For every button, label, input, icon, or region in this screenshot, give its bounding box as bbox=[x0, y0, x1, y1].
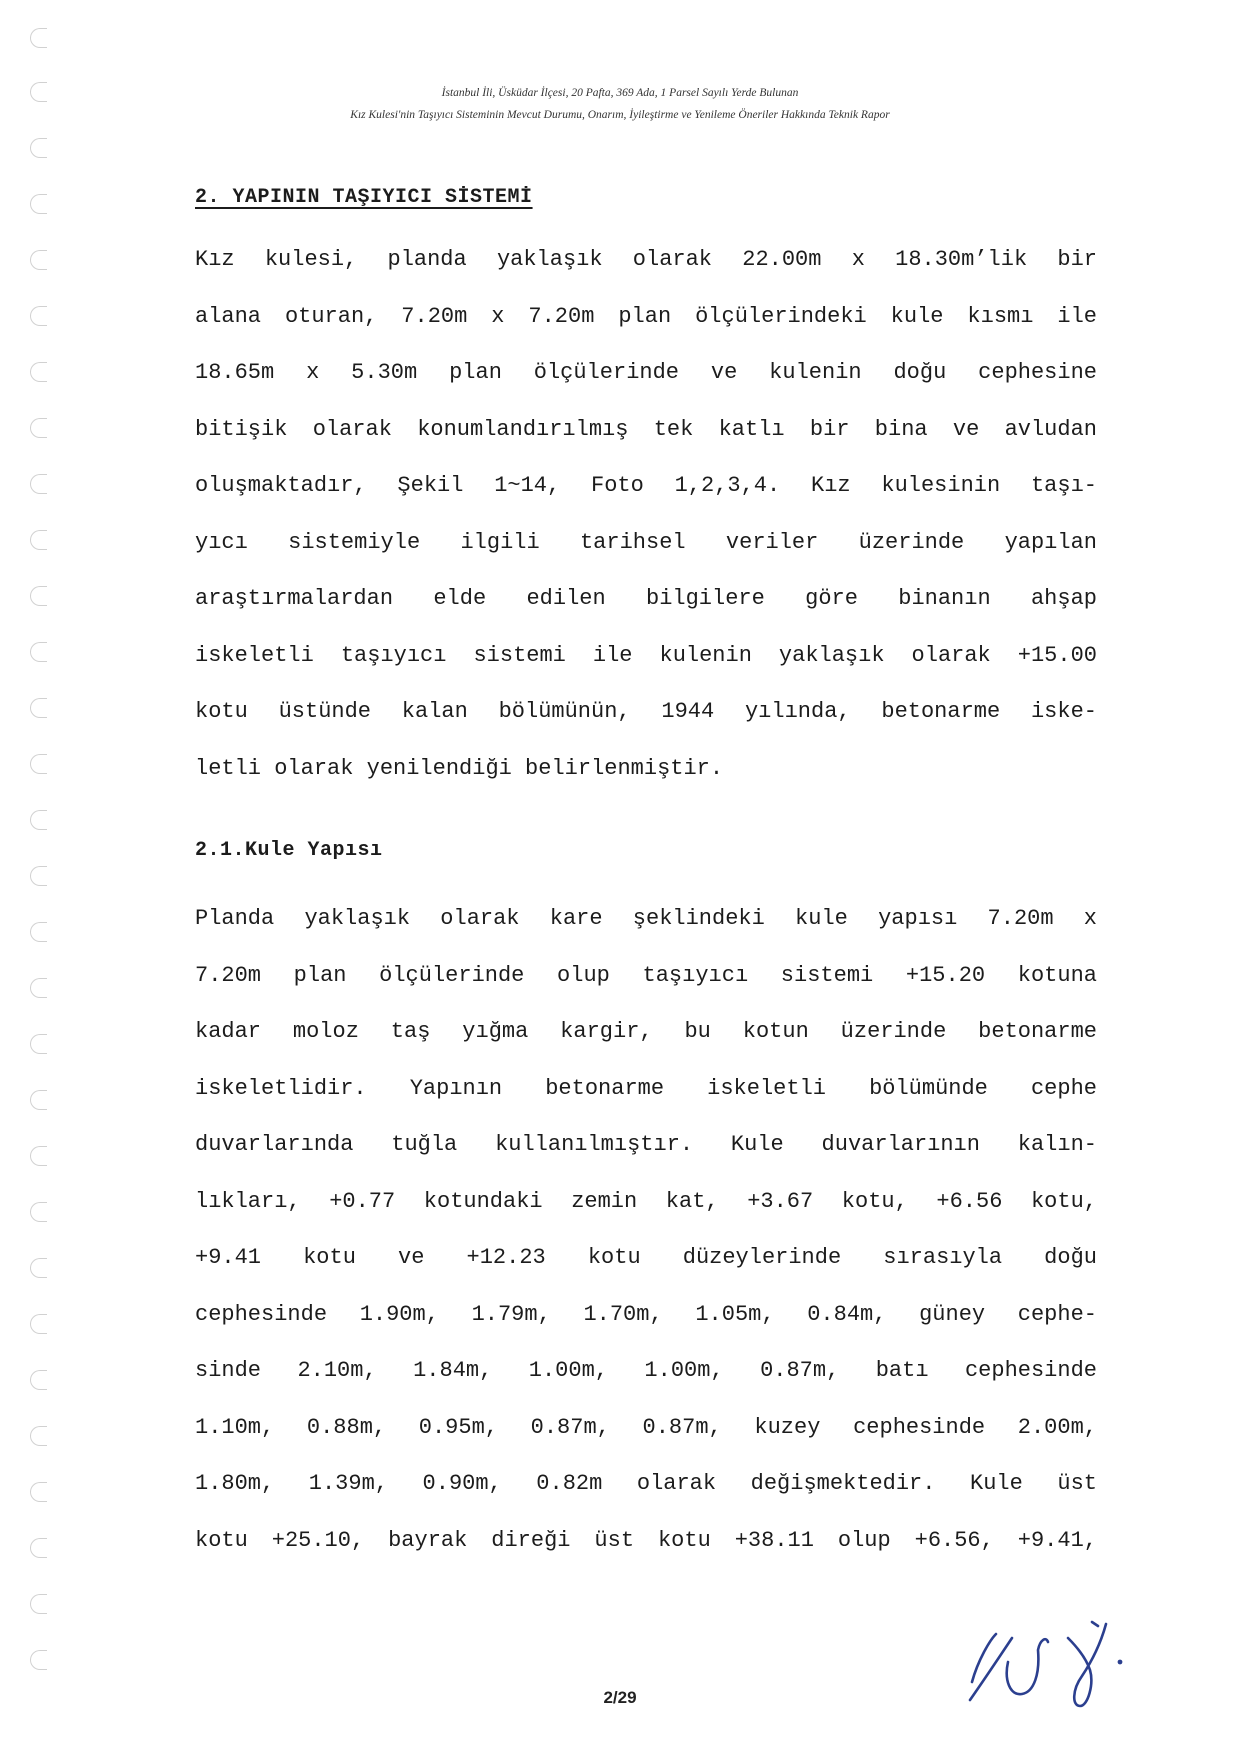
paragraph-line: cephesinde 1.90m, 1.79m, 1.70m, 1.05m, 0.84m, güney cephe- bbox=[195, 1301, 1097, 1327]
paragraph-line: duvarlarında tuğla kullanılmıştır. Kule duvarlarının kalın- bbox=[195, 1132, 1097, 1157]
paragraph-line: 18.65m x 5.30m plan ölçülerinde ve kulenin doğu cephesine bbox=[195, 360, 1097, 385]
paragraph-line: kotu üstünde kalan bölümünün, 1944 yılında, betonarme iske- bbox=[195, 699, 1097, 724]
report-body bbox=[195, 178, 1097, 1569]
paragraph-line: iskeletli taşıyıcı sistemi ile kulenin yaklaşık olarak +15.00 bbox=[195, 642, 1097, 668]
section-heading: 2. YAPININ TAŞIYICI SİSTEMİ bbox=[195, 186, 533, 209]
page-number: 2/29 bbox=[603, 1688, 637, 1707]
paragraph-line: Kız kulesi, planda yaklaşık olarak 22.00m x 18.30m’lik bir bbox=[195, 247, 1097, 272]
paragraph-line: alana oturan, 7.20m x 7.20m plan ölçülerindeki kule kısmı ile bbox=[195, 303, 1097, 329]
header-line-2: Kız Kulesi'nin Taşıyıcı Sisteminin Mevcut Durumu, Onarım, İyileştirme ve Yenileme Öneriler Hakkında Teknik Rapor bbox=[350, 109, 890, 121]
paragraph-line: iskeletlidir. Yapının betonarme iskeletli bölümünde cephe bbox=[195, 1075, 1097, 1101]
section-paragraph bbox=[195, 232, 1097, 797]
subsection-heading: 2.1.Kule Yapısı bbox=[195, 839, 383, 862]
subsection-paragraph bbox=[195, 891, 1097, 1569]
paragraph-line: 1.80m, 1.39m, 0.90m, 0.82m olarak değişmektedir. Kule üst bbox=[195, 1471, 1097, 1496]
paragraph-line: +9.41 kotu ve +12.23 kotu düzeylerinde sırasıyla doğu bbox=[195, 1245, 1097, 1270]
paragraph-line: yıcı sistemiyle ilgili tarihsel veriler üzerinde yapılan bbox=[195, 529, 1097, 555]
paragraph-line: kotu +25.10, bayrak direği üst kotu +38.11 olup +6.56, +9.41, bbox=[195, 1527, 1097, 1553]
paragraph-line: Planda yaklaşık olarak kare şeklindeki kule yapısı 7.20m x bbox=[195, 906, 1097, 931]
paragraph-line: bitişik olarak konumlandırılmış tek katlı bir bina ve avludan bbox=[195, 416, 1097, 442]
header-line-1: İstanbul İli, Üsküdar İlçesi, 20 Pafta, 369 Ada, 1 Parsel Sayılı Yerde Bulunan bbox=[441, 87, 799, 99]
paragraph-line: 7.20m plan ölçülerinde olup taşıyıcı sistemi +15.20 kotuna bbox=[195, 962, 1097, 988]
paragraph-line: letli olarak yenilendiği belirlenmiştir. bbox=[195, 755, 724, 781]
paragraph-line: 1.10m, 0.88m, 0.95m, 0.87m, 0.87m, kuzey cephesinde 2.00m, bbox=[195, 1414, 1097, 1440]
paragraph-line: lıkları, +0.77 kotundaki zemin kat, +3.67 kotu, +6.56 kotu, bbox=[195, 1188, 1097, 1214]
paragraph-line: araştırmalardan elde edilen bilgilere göre binanın ahşap bbox=[195, 586, 1097, 611]
binding-hole-marks bbox=[8, 20, 48, 1720]
paragraph-line: kadar moloz taş yığma kargir, bu kotun üzerinde betonarme bbox=[195, 1019, 1097, 1044]
paragraph-line: oluşmaktadır, Şekil 1~14, Foto 1,2,3,4. Kız kulesinin taşı- bbox=[195, 473, 1097, 498]
running-header bbox=[0, 82, 1240, 126]
paragraph-line: sinde 2.10m, 1.84m, 1.00m, 1.00m, 0.87m, batı cephesinde bbox=[195, 1358, 1097, 1383]
